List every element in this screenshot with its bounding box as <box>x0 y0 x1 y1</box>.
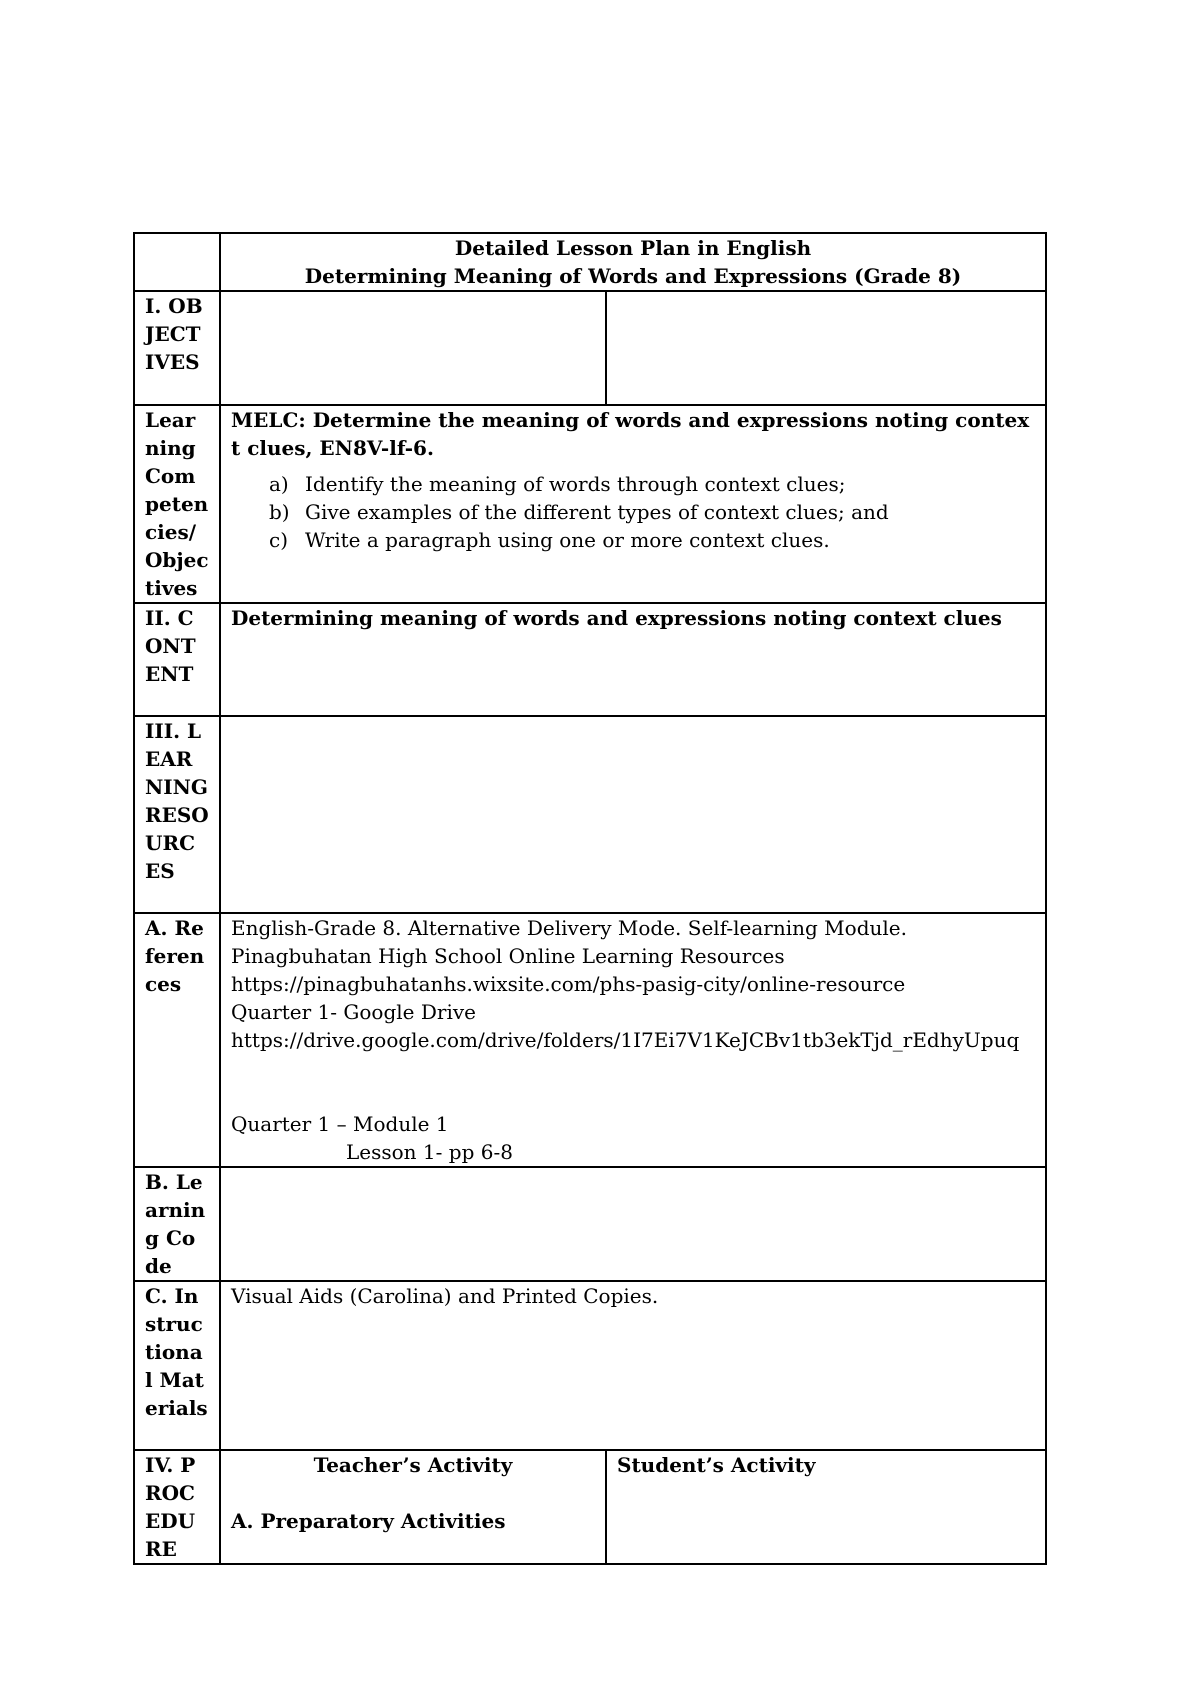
reference-line: English-Grade 8. Alternative Delivery Mode. Self-learning Module. <box>231 916 907 940</box>
module-text: Quarter 1 – Module 1 <box>231 1112 449 1136</box>
objectives-cell-left <box>220 291 606 405</box>
competencies-cell <box>220 405 1046 603</box>
content-row <box>134 603 1046 716</box>
references-label: A. References <box>134 913 220 1167</box>
teacher-activity-heading: Teacher’s Activity <box>313 1453 513 1477</box>
learning-code-row <box>134 1167 1046 1281</box>
objectives-list <box>231 470 1035 554</box>
list-item: a) Identify the meaning of words through context clues; <box>269 472 846 496</box>
objectives-cell-right <box>606 291 1046 405</box>
lesson-plan-title: Detailed Lesson Plan in English <box>454 236 812 260</box>
competencies-label: Learning Competencies/ Objectives <box>134 405 220 603</box>
header-empty-cell <box>134 233 220 291</box>
teacher-activity-cell <box>220 1450 606 1564</box>
resources-row <box>134 716 1046 913</box>
materials-row <box>134 1281 1046 1450</box>
procedure-row <box>134 1450 1046 1564</box>
melc-text: MELC: Determine the meaning of words and expressions noting context clues, EN8V-lf-6. <box>231 408 1030 460</box>
reference-line: Pinagbuhatan High School Online Learning Resources <box>231 944 785 968</box>
lesson-text: Lesson 1- pp 6-8 <box>346 1140 513 1164</box>
preparatory-activities: A. Preparatory Activities <box>231 1509 506 1533</box>
learning-code-label: B. Learning Code <box>134 1167 220 1281</box>
content-label: II. CONTENT <box>134 603 220 716</box>
competencies-row <box>134 405 1046 603</box>
student-activity-heading: Student’s Activity <box>617 1453 816 1477</box>
resources-label: III. LEARNING RESOURCES <box>134 716 220 913</box>
reference-line: Quarter 1- Google Drive <box>231 1000 476 1024</box>
procedure-label: IV. PROCEDURE <box>134 1450 220 1564</box>
materials-label: C. Instructional Materials <box>134 1281 220 1450</box>
references-row <box>134 913 1046 1167</box>
header-cell <box>220 233 1046 291</box>
resources-cell <box>220 716 1046 913</box>
list-item: c) Write a paragraph using one or more context clues. <box>269 528 830 552</box>
objectives-row <box>134 291 1046 405</box>
list-item: b) Give examples of the different types of context clues; and <box>269 500 889 524</box>
lesson-plan-subtitle: Determining Meaning of Words and Expressions (Grade 8) <box>304 264 962 288</box>
materials-text: Visual Aids (Carolina) and Printed Copies. <box>220 1281 1046 1450</box>
learning-code-cell <box>220 1167 1046 1281</box>
header-row <box>134 233 1046 291</box>
student-activity-cell <box>606 1450 1046 1564</box>
reference-link[interactable]: https://drive.google.com/drive/folders/1I7Ei7V1KeJCBv1tb3ekTjd_rEdhyUpuq <box>231 1028 1020 1052</box>
references-cell <box>220 913 1046 1167</box>
content-text: Determining meaning of words and expressions noting context clues <box>220 603 1046 716</box>
lesson-plan-table <box>133 232 1047 1565</box>
objectives-label: I. OBJECTIVES <box>134 291 220 405</box>
reference-link[interactable]: https://pinagbuhatanhs.wixsite.com/phs-pasig-city/online-resource <box>231 972 906 996</box>
